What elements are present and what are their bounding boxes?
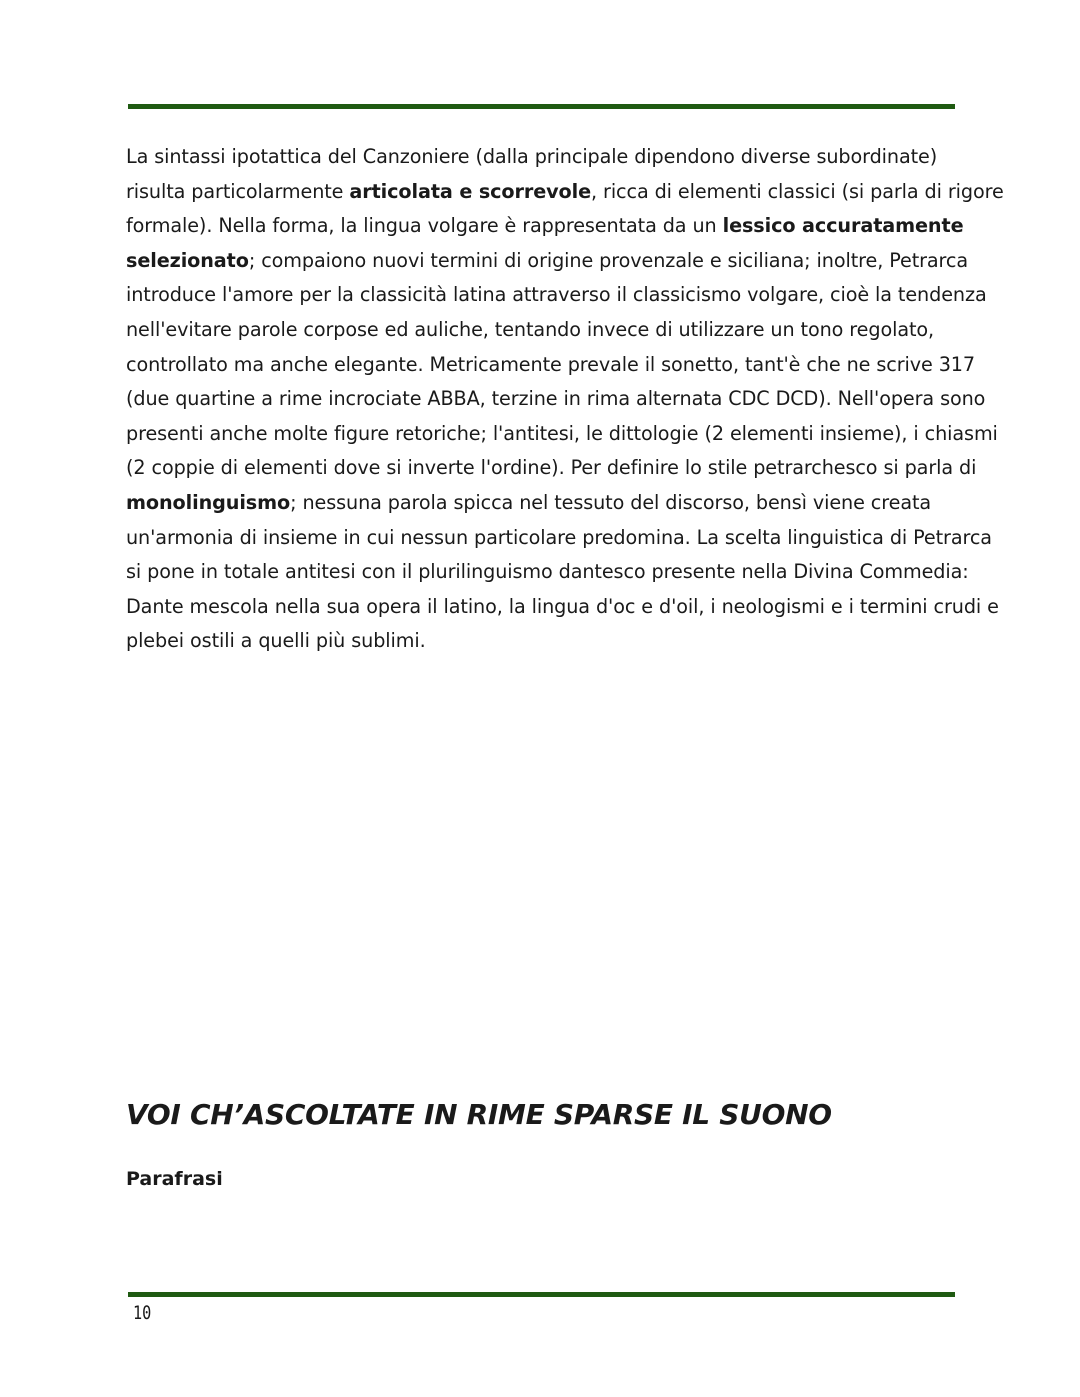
subsection-heading: Parafrasi [126, 1168, 223, 1190]
paragraph-line: controllato ma anche elegante. Metricamente prevale il sonetto, tant'è che ne scrive 317 [126, 352, 976, 376]
paragraph-line: Dante mescola nella sua opera il latino, la lingua d'oc e d'oil, i neologismi e i termini crudi e [126, 594, 999, 618]
bold-phrase: articolata e scorrevole [349, 179, 592, 203]
body-paragraph [126, 140, 1004, 659]
paragraph-line: presenti anche molte figure retoriche; l'antitesi, le dittologie (2 elementi insieme), i chiasmi [126, 421, 998, 445]
paragraph-line: (due quartine a rime incrociate ABBA, terzine in rima alternata CDC DCD). Nell'opera sono [126, 387, 986, 411]
paragraph-line: formale). Nella forma, la lingua volgare è rappresentata da un lessico accuratamente [126, 214, 964, 238]
paragraph-line: si pone in totale antitesi con il plurilinguismo dantesco presente nella Divina Commedia: [126, 560, 969, 584]
bold-phrase: selezionato [126, 248, 249, 272]
top-divider [128, 104, 955, 109]
paragraph-line: (2 coppie di elementi dove si inverte l'ordine). Per definire lo stile petrarchesco si parla di [126, 456, 977, 480]
paragraph-line: selezionato; compaiono nuovi termini di origine provenzale e siciliana; inoltre, Petrarca [126, 248, 969, 272]
paragraph-line: nell'evitare parole corpose ed auliche, tentando invece di utilizzare un tono regolato, [126, 317, 935, 341]
paragraph-line: monolinguismo; nessuna parola spicca nel tessuto del discorso, bensì viene creata [126, 490, 932, 514]
section-heading: VOI CH’ASCOLTATE IN RIME SPARSE IL SUONO [126, 1098, 832, 1131]
page-number: 10 [133, 1302, 152, 1324]
paragraph-line: risulta particolarmente articolata e scorrevole, ricca di elementi classici (si parla di rigore [126, 179, 1004, 203]
paragraph-line: La sintassi ipotattica del Canzoniere (dalla principale dipendono diverse subordinate) [126, 145, 938, 168]
paragraph-line: un'armonia di insieme in cui nessun particolare predomina. La scelta linguistica di Petrarca [126, 525, 992, 549]
bold-phrase: lessico accuratamente [722, 214, 964, 238]
paragraph-line: plebei ostili a quelli più sublimi. [126, 629, 426, 653]
bold-phrase: monolinguismo [126, 490, 291, 514]
bottom-divider [128, 1292, 955, 1297]
paragraph-line: introduce l'amore per la classicità latina attraverso il classicismo volgare, cioè la tendenza [126, 283, 987, 307]
